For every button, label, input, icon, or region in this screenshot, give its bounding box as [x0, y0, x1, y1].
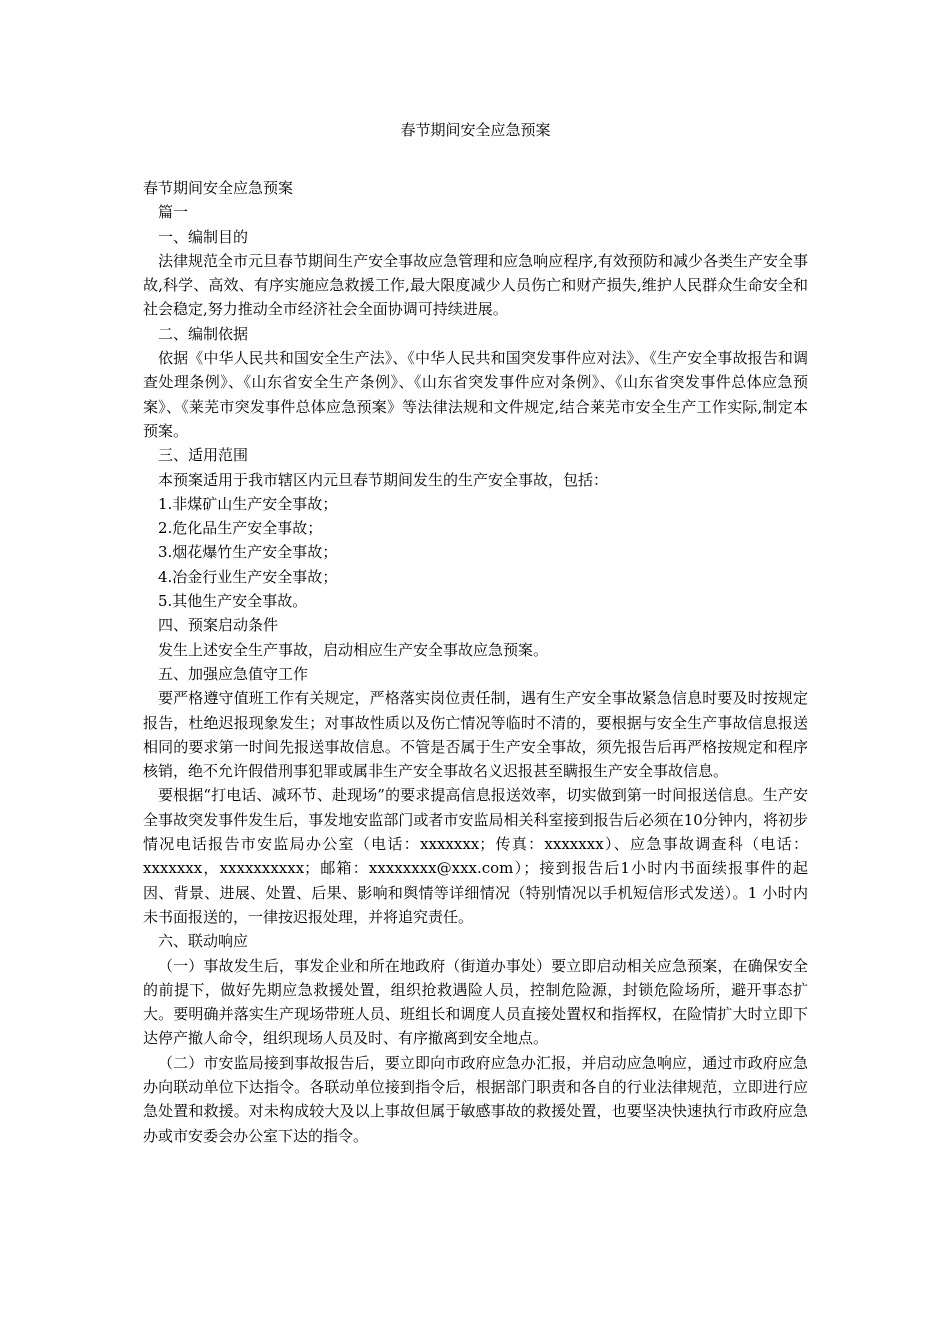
part-label: 篇一 [158, 203, 189, 222]
list-item: 4.冶金行业生产安全事故； [158, 567, 338, 586]
list-item: 1.非煤矿山生产安全事故； [158, 494, 338, 513]
list-item: 2.危化品生产安全事故； [158, 519, 323, 538]
section-paragraph: （二）市安监局接到事故报告后，要立即向市政府应急办汇报，并启动应急响应，通过市政府应急办向联动单位下达指令。各联动单位接到指令后，根据部门职责和各自的行业法律规范，立即进行应急处置和救援。对未构成较大及以上事故但属于敏感事故的救援处置，也要坚决快速执行市政府应急办或市安委会办公室下达的指令。 [143, 1053, 808, 1145]
section-paragraph: 发生上述安全生产事故，启动相应生产安全事故应急预案。 [158, 640, 549, 659]
section-heading-6: 六、联动响应 [158, 932, 249, 951]
section-paragraph: 要根据“打电话、减环节、赴现场”的要求提高信息报送效率，切实做到第一时间报送信息。生产安全事故突发事件发生后，事发地安监部门或者市安监局相关科室接到报告后必须在10分钟内，将初步情况电话报告市安监局办公室（电话：xxxxxxx；传真：xxxxxxx）、应急事故调查科（电话：xxxxxxx，xxxxxxxxxx；邮箱：xxxxxxxx@xxx.com）；接到报告后1小时内书面续报事件的起因、背景、进展、处置、后果、影响和舆情等详细情况（特别情况以手机短信形式发送）。1 小时内未书面报送的，一律按迟报处理，并将追究责任。 [143, 786, 808, 926]
section-paragraph: 要严格遵守值班工作有关规定，严格落实岗位责任制，遇有生产安全事故紧急信息时要及时按规定报告，杜绝迟报现象发生；对事故性质以及伤亡情况等临时不清的，要根据与安全生产事故信息报送相同的要求第一时间先报送事故信息。不管是否属于生产安全事故，须先报告后再严格按规定和程序核销，绝不允许假借刑事犯罪或属非生产安全事故名义迟报甚至瞒报生产安全事故信息。 [143, 689, 808, 781]
section-heading-3: 三、适用范围 [158, 446, 249, 465]
document-subtitle: 春节期间安全应急预案 [143, 179, 294, 197]
section-paragraph: （一）事故发生后，事发企业和所在地政府（街道办事处）要立即启动相关应急预案，在确保安全的前提下，做好先期应急救援处置，组织抢救遇险人员，控制危险源，封锁危险场所，避开事态扩大。要明确并落实生产现场带班人员、班组长和调度人员直接处置权和指挥权，在险情扩大时立即下达停产撤人命令，组织现场人员及时、有序撤离到安全地点。 [143, 956, 808, 1048]
list-item: 5.其他生产安全事故。 [158, 592, 308, 611]
document-title: 春节期间安全应急预案 [400, 121, 551, 139]
section-paragraph: 本预案适用于我市辖区内元旦春节期间发生的生产安全事故，包括： [158, 470, 609, 489]
section-paragraph: 依据《中华人民共和国安全生产法》、《中华人民共和国突发事件应对法》、《生产安全事故报告和调查处理条例》、《山东省安全生产条例》、《山东省突发事件应对条例》、《山东省突发事件总体应急预案》、《莱芜市突发事件总体应急预案》等法律法规和文件规定,结合莱芜市安全生产工作实际,制定本预案。 [143, 349, 808, 440]
section-heading-5: 五、加强应急值守工作 [158, 664, 309, 683]
list-item: 3.烟花爆竹生产安全事故； [158, 543, 338, 562]
section-paragraph: 法律规范全市元旦春节期间生产安全事故应急管理和应急响应程序,有效预防和减少各类生产安全事故,科学、高效、有序实施应急救援工作,最大限度减少人员伤亡和财产损失,维护人民群众生命安全和社会稳定,努力推动全市经济社会全面协调可持续进展。 [143, 251, 808, 319]
section-heading-1: 一、编制目的 [158, 227, 249, 246]
document-page [143, 118, 808, 1148]
section-heading-4: 四、预案启动条件 [158, 616, 279, 635]
section-heading-2: 二、编制依据 [158, 324, 249, 343]
